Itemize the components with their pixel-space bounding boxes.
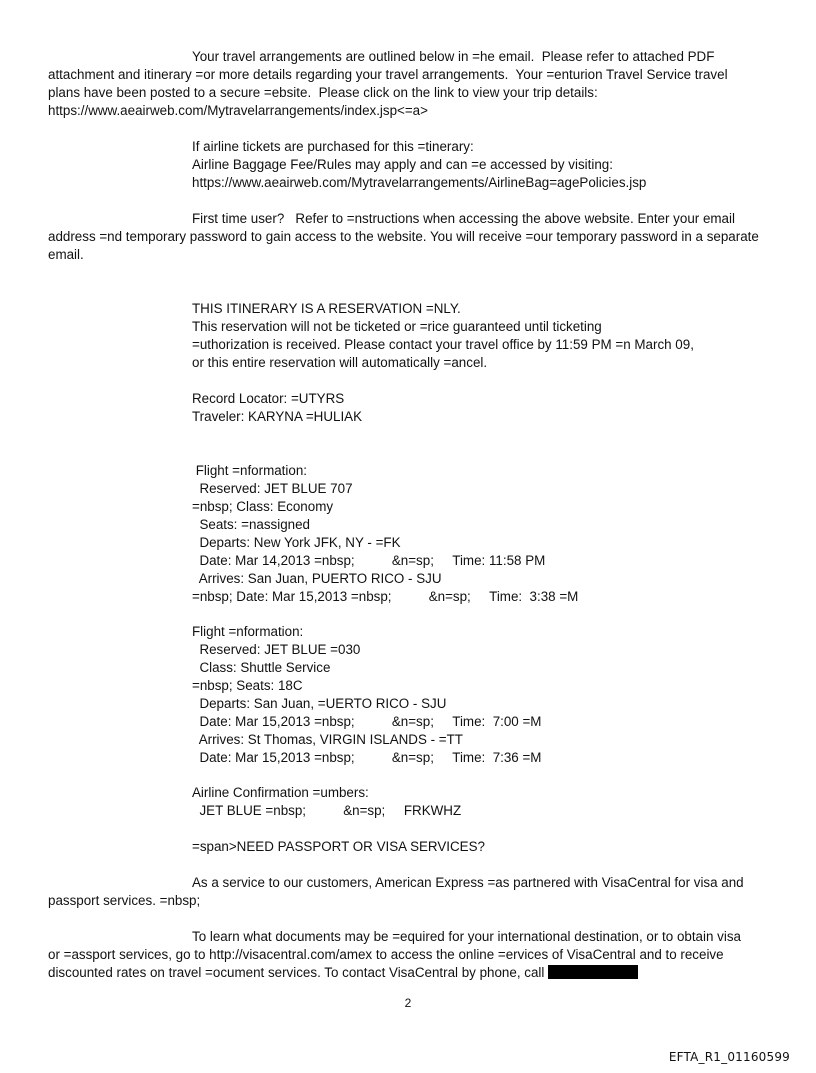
text-line: Flight =nformation: <box>192 463 307 478</box>
traveler-name: Traveler: KARYNA =HULIAK <box>192 409 363 424</box>
text-line: discounted rates on travel =ocument services. To contact VisaCentral by phone, call <box>48 964 768 982</box>
reservation-notice <box>192 300 752 372</box>
text-line: =nbsp; Seats: 18C <box>192 678 303 693</box>
text-line: Reserved: JET BLUE =030 <box>192 642 361 657</box>
text-line: Flight =nformation: <box>192 624 304 639</box>
text-line: Seats: =nassigned <box>192 517 310 532</box>
text-line: Reserved: JET BLUE 707 <box>192 481 353 496</box>
text-line: Class: Shuttle Service <box>192 660 331 675</box>
text-line: JET BLUE =nbsp; &n=sp; FRKWHZ <box>192 803 462 818</box>
text-line: First time user? Refer to =nstructions when accessing the above website. Enter your email <box>192 211 735 226</box>
baggage-paragraph <box>192 138 752 192</box>
text-line: =span>NEED PASSPORT OR VISA SERVICES? <box>192 839 485 854</box>
text-line: Date: Mar 15,2013 =nbsp; &n=sp; Time: 7:00 =M <box>192 714 542 729</box>
text-line: THIS ITINERARY IS A RESERVATION =NLY. <box>192 301 461 316</box>
intro-paragraph-1 <box>48 48 768 120</box>
text-line: https://www.aeairweb.com/Mytravelarrangements/AirlineBag=agePolicies.jsp <box>192 175 647 190</box>
text-line: Arrives: St Thomas, VIRGIN ISLANDS - =TT <box>192 732 463 747</box>
text-line: Airline Baggage Fee/Rules may apply and can =e accessed by visiting: <box>192 157 613 172</box>
text-line: This reservation will not be ticketed or =rice guaranteed until ticketing <box>192 319 602 334</box>
text-line: plans have been posted to a secure =ebsite. Please click on the link to view your trip details: <box>48 85 598 100</box>
text-line: If airline tickets are purchased for this =tinerary: <box>192 139 474 154</box>
text-line: Departs: New York JFK, NY - =FK <box>192 535 401 550</box>
text-line: attachment and itinerary =or more details regarding your travel arrangements. Your =enturion Travel Service travel <box>48 67 728 82</box>
text-line: Arrives: San Juan, PUERTO RICO - SJU <box>192 571 442 586</box>
text-line: or =assport services, go to http://visacentral.com/amex to access the online =ervices of VisaCentral and to receive <box>48 947 724 962</box>
confirmation-numbers <box>192 784 752 820</box>
text-line: =nbsp; Class: Economy <box>192 499 334 514</box>
first-time-user-paragraph <box>48 210 768 264</box>
text-line: address =nd temporary password to gain access to the website. You will receive =our temporary password in a separate <box>48 229 759 244</box>
text-line: Departs: San Juan, =UERTO RICO - SJU <box>192 696 447 711</box>
text-line: =uthorization is received. Please contact your travel office by 11:59 PM =n March 09, <box>192 337 694 352</box>
text-line: Date: Mar 15,2013 =nbsp; &n=sp; Time: 7:36 =M <box>192 750 542 765</box>
text-line: Your travel arrangements are outlined below in =he email. Please refer to attached PDF <box>192 49 715 64</box>
text-line: or this entire reservation will automatically =ancel. <box>192 355 488 370</box>
page-number: 2 <box>404 996 412 1010</box>
flight-2-info <box>192 623 752 767</box>
visa-info-paragraph <box>48 928 768 982</box>
redaction-box <box>548 965 638 979</box>
passport-heading <box>192 838 752 856</box>
text-line: Date: Mar 14,2013 =nbsp; &n=sp; Time: 11:58 PM <box>192 553 546 568</box>
document-id: EFTA_R1_01160599 <box>668 1050 790 1064</box>
text-line: As a service to our customers, American Express =as partnered with VisaCentral for visa and <box>192 875 744 890</box>
flight-1-info <box>192 462 752 606</box>
traveler-info <box>192 390 752 426</box>
text-line: To learn what documents may be =equired for your international destination, or to obtain visa <box>192 929 741 944</box>
text-line: email. <box>48 247 84 262</box>
text-line: Airline Confirmation =umbers: <box>192 785 369 800</box>
record-locator: Record Locator: =UTYRS <box>192 391 345 406</box>
text-line: =nbsp; Date: Mar 15,2013 =nbsp; &n=sp; Time: 3:38 =M <box>192 589 579 604</box>
text-line: https://www.aeairweb.com/Mytravelarrangements/index.jsp<=a> <box>48 103 428 118</box>
text-line: passport services. =nbsp; <box>48 893 201 908</box>
service-paragraph <box>48 874 768 910</box>
